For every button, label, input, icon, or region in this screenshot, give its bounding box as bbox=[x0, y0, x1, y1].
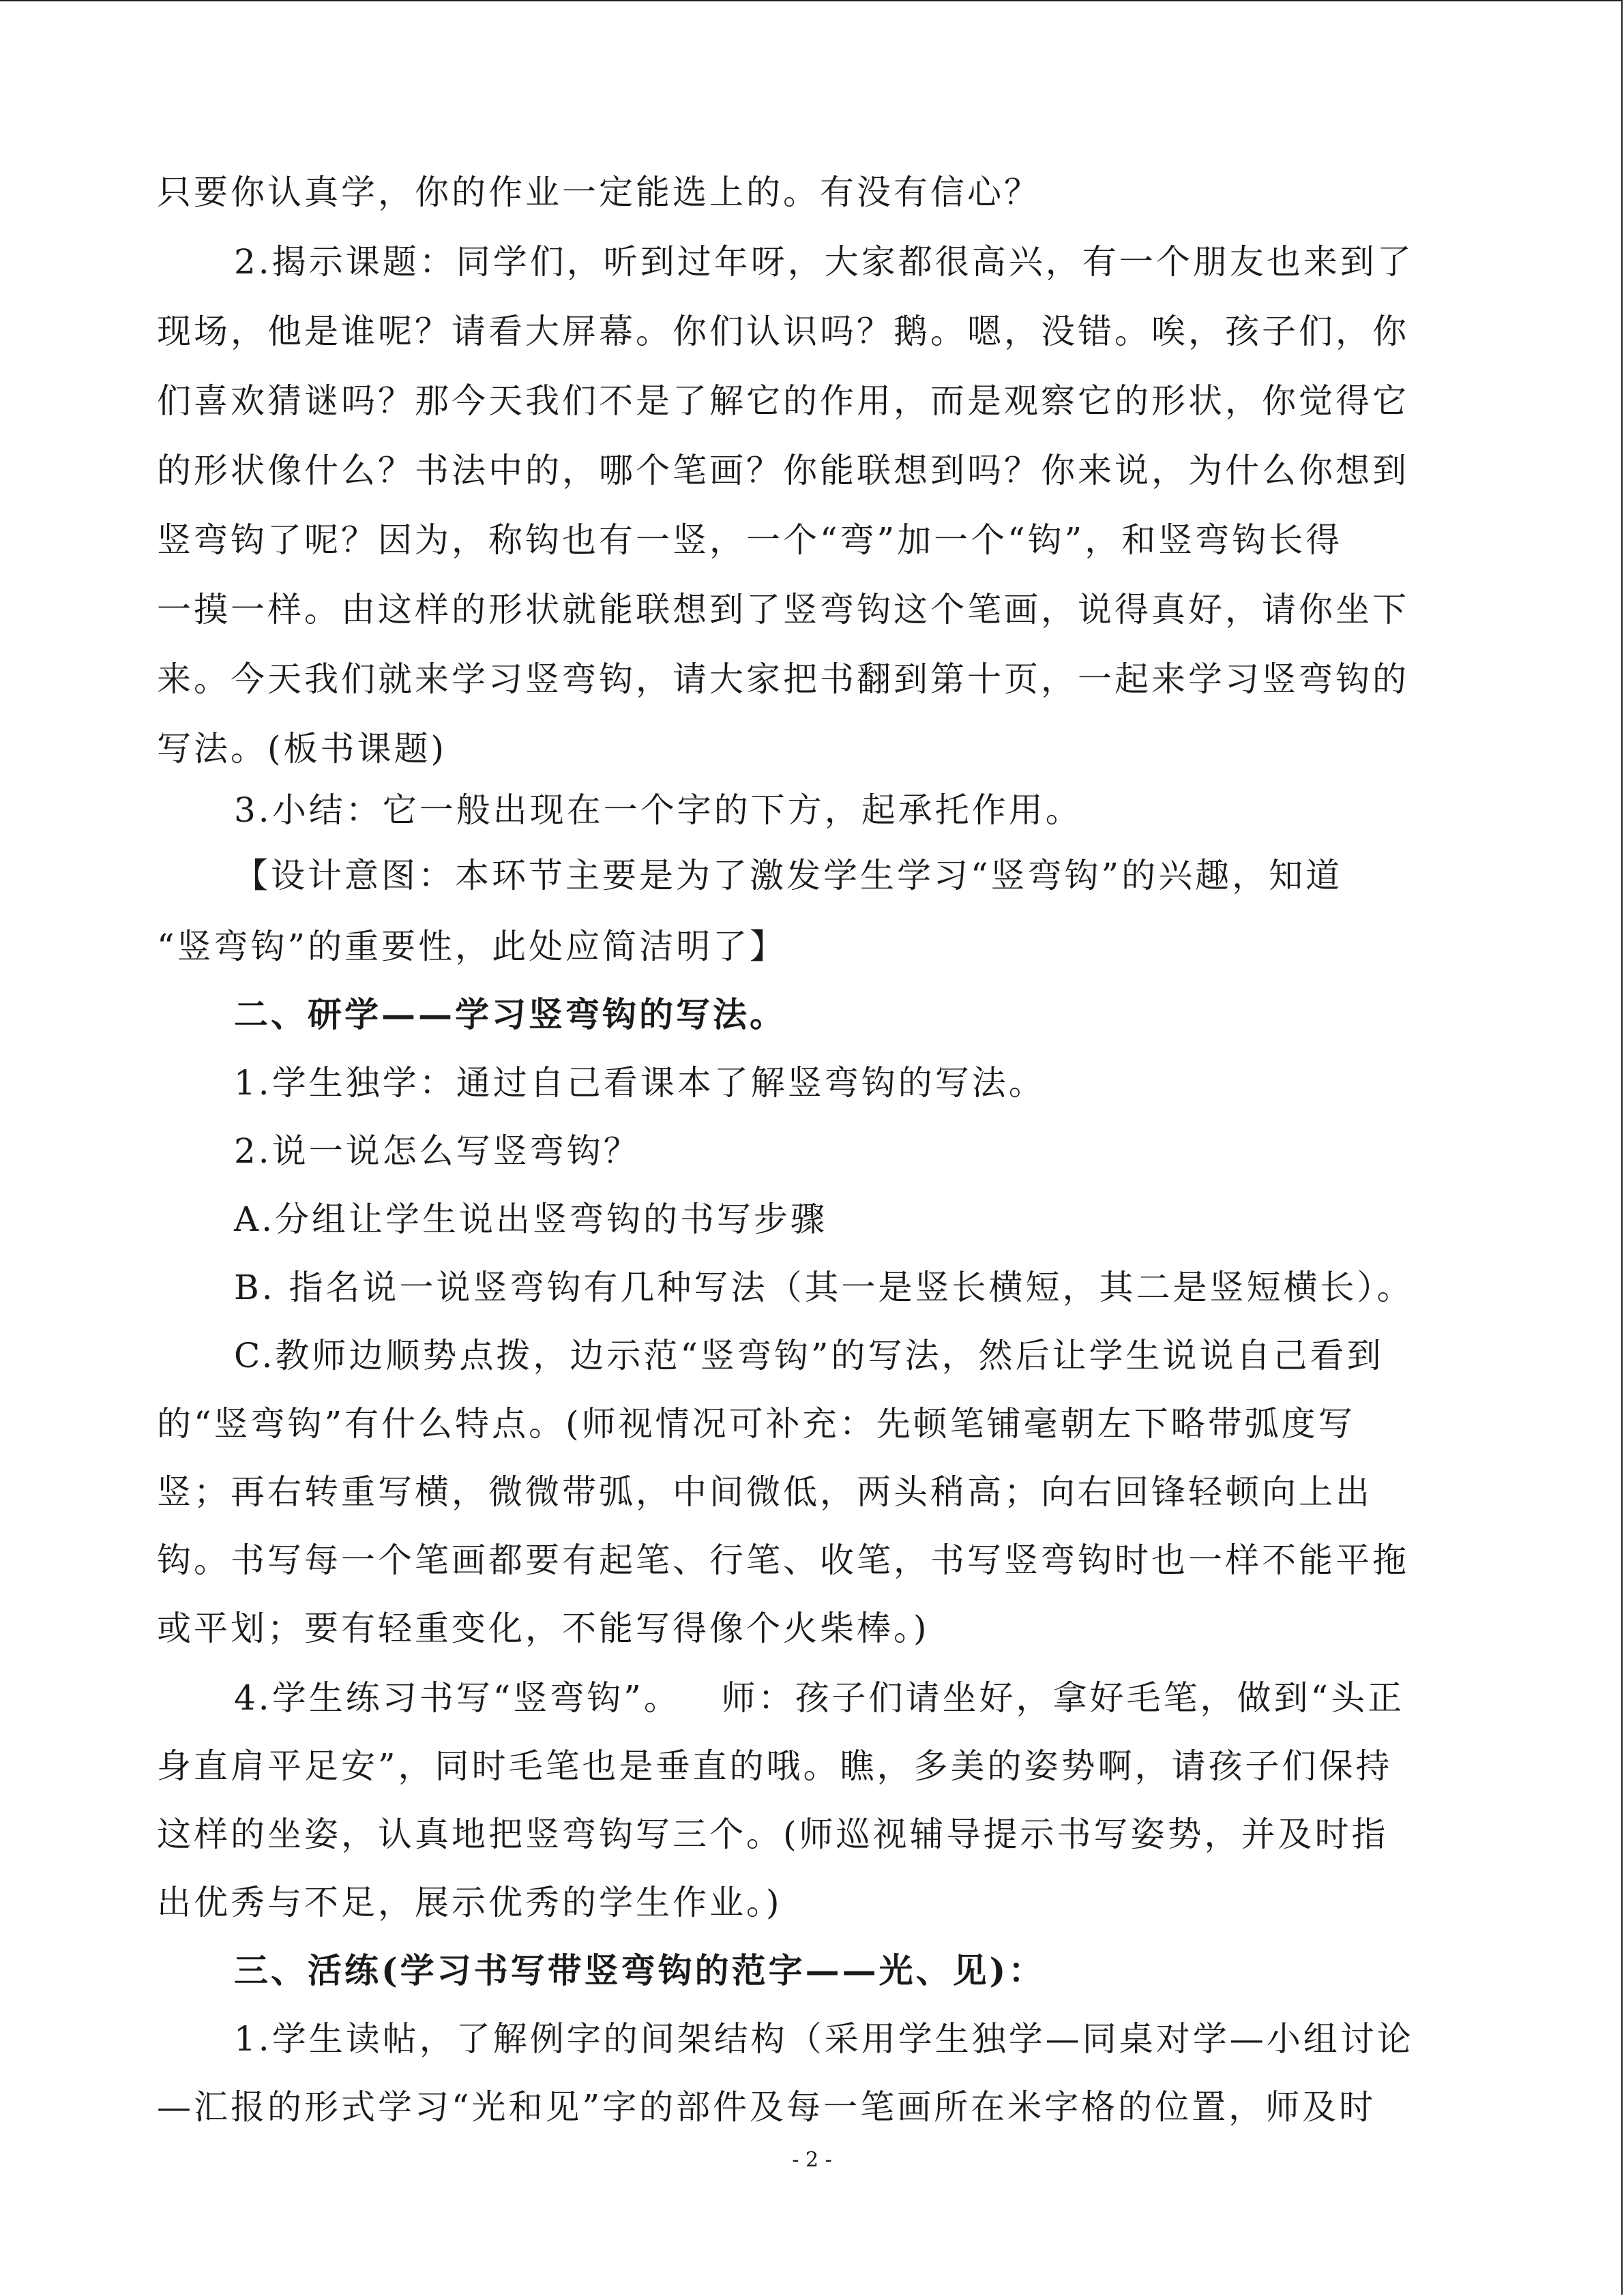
text-line: 竖；再右转重写横，微微带弧，中间微低，两头稍高；向右回锋轻顿向上出 bbox=[157, 1472, 1372, 1512]
section-heading: 三、活练(学习书写带竖弯钩的范字——光、见)： bbox=[234, 1950, 1046, 1991]
text-line: 写法。(板书课题) bbox=[157, 729, 447, 769]
text-line: 一摸一样。由这样的形状就能联想到了竖弯钩这个笔画，说得真好，请你坐下 bbox=[157, 590, 1409, 629]
text-line: C.教师边顺势点拨，边示范“竖弯钩”的写法，然后让学生说说自己看到 bbox=[234, 1336, 1384, 1375]
text-line: 4.学生练习书写“竖弯钩”。 师：孩子们请坐好，拿好毛笔，做到“头正 bbox=[234, 1678, 1405, 1718]
text-line: A.分组让学生说出竖弯钩的书写步骤 bbox=[234, 1199, 828, 1239]
page-number: - 2 - bbox=[792, 2148, 832, 2172]
text-line: 这样的坐姿，认真地把竖弯钩写三个。(师巡视辅导提示书写姿势，并及时指 bbox=[157, 1815, 1389, 1854]
text-line: 2.说一说怎么写竖弯钩？ bbox=[234, 1131, 640, 1171]
text-line: 竖弯钩了呢？因为，称钩也有一竖，一个“弯”加一个“钩”，和竖弯钩长得 bbox=[157, 520, 1343, 560]
text-line: “竖弯钩”的重要性，此处应简洁明了】 bbox=[157, 927, 787, 966]
text-line: 的“竖弯钩”有什么特点。(师视情况可补充：先顿笔铺毫朝左下略带弧度写 bbox=[157, 1404, 1355, 1444]
text-line: 们喜欢猜谜吗？那今天我们不是了解它的作用，而是观察它的形状，你觉得它 bbox=[157, 381, 1409, 421]
text-line: 【设计意图：本环节主要是为了激发学生学习“竖弯钩”的兴趣，知道 bbox=[234, 856, 1343, 895]
text-line: B. 指名说一说竖弯钩有几种写法（其一是竖长横短，其二是竖短横长）。 bbox=[234, 1268, 1414, 1307]
text-line: —汇报的形式学习“光和见”字的部件及每一笔画所在米字格的位置，师及时 bbox=[157, 2087, 1376, 2127]
text-line: 来。今天我们就来学习竖弯钩，请大家把书翻到第十页，一起来学习竖弯钩的 bbox=[157, 659, 1409, 699]
text-line: 3.小结：它一般出现在一个字的下方，起承托作用。 bbox=[234, 790, 1082, 830]
text-line: 2.揭示课题：同学们，听到过年呀，大家都很高兴，有一个朋友也来到了 bbox=[234, 242, 1414, 282]
text-line: 1.学生读帖，了解例字的间架结构（采用学生独学—同桌对学—小组讨论 bbox=[234, 2019, 1414, 2059]
text-line: 1.学生独学：通过自己看课本了解竖弯钩的写法。 bbox=[234, 1063, 1046, 1103]
text-line: 或平划；要有轻重变化，不能写得像个火柴棒。) bbox=[157, 1609, 930, 1648]
text-line: 出优秀与不足，展示优秀的学生作业。) bbox=[157, 1883, 782, 1922]
text-line: 只要你认真学，你的作业一定能选上的。有没有信心？ bbox=[157, 173, 1041, 212]
text-line: 钩。书写每一个笔画都要有起笔、行笔、收笔，书写竖弯钩时也一样不能平拖 bbox=[157, 1540, 1409, 1580]
text-line: 现场，他是谁呢？请看大屏幕。你们认识吗？鹅。嗯，没错。唉，孩子们，你 bbox=[157, 312, 1409, 351]
section-heading: 二、研学——学习竖弯钩的写法。 bbox=[234, 994, 786, 1034]
text-line: 的形状像什么？书法中的，哪个笔画？你能联想到吗？你来说，为什么你想到 bbox=[157, 451, 1409, 490]
text-line: 身直肩平足安”，同时毛笔也是垂直的哦。瞧，多美的姿势啊，请孩子们保持 bbox=[157, 1746, 1393, 1786]
